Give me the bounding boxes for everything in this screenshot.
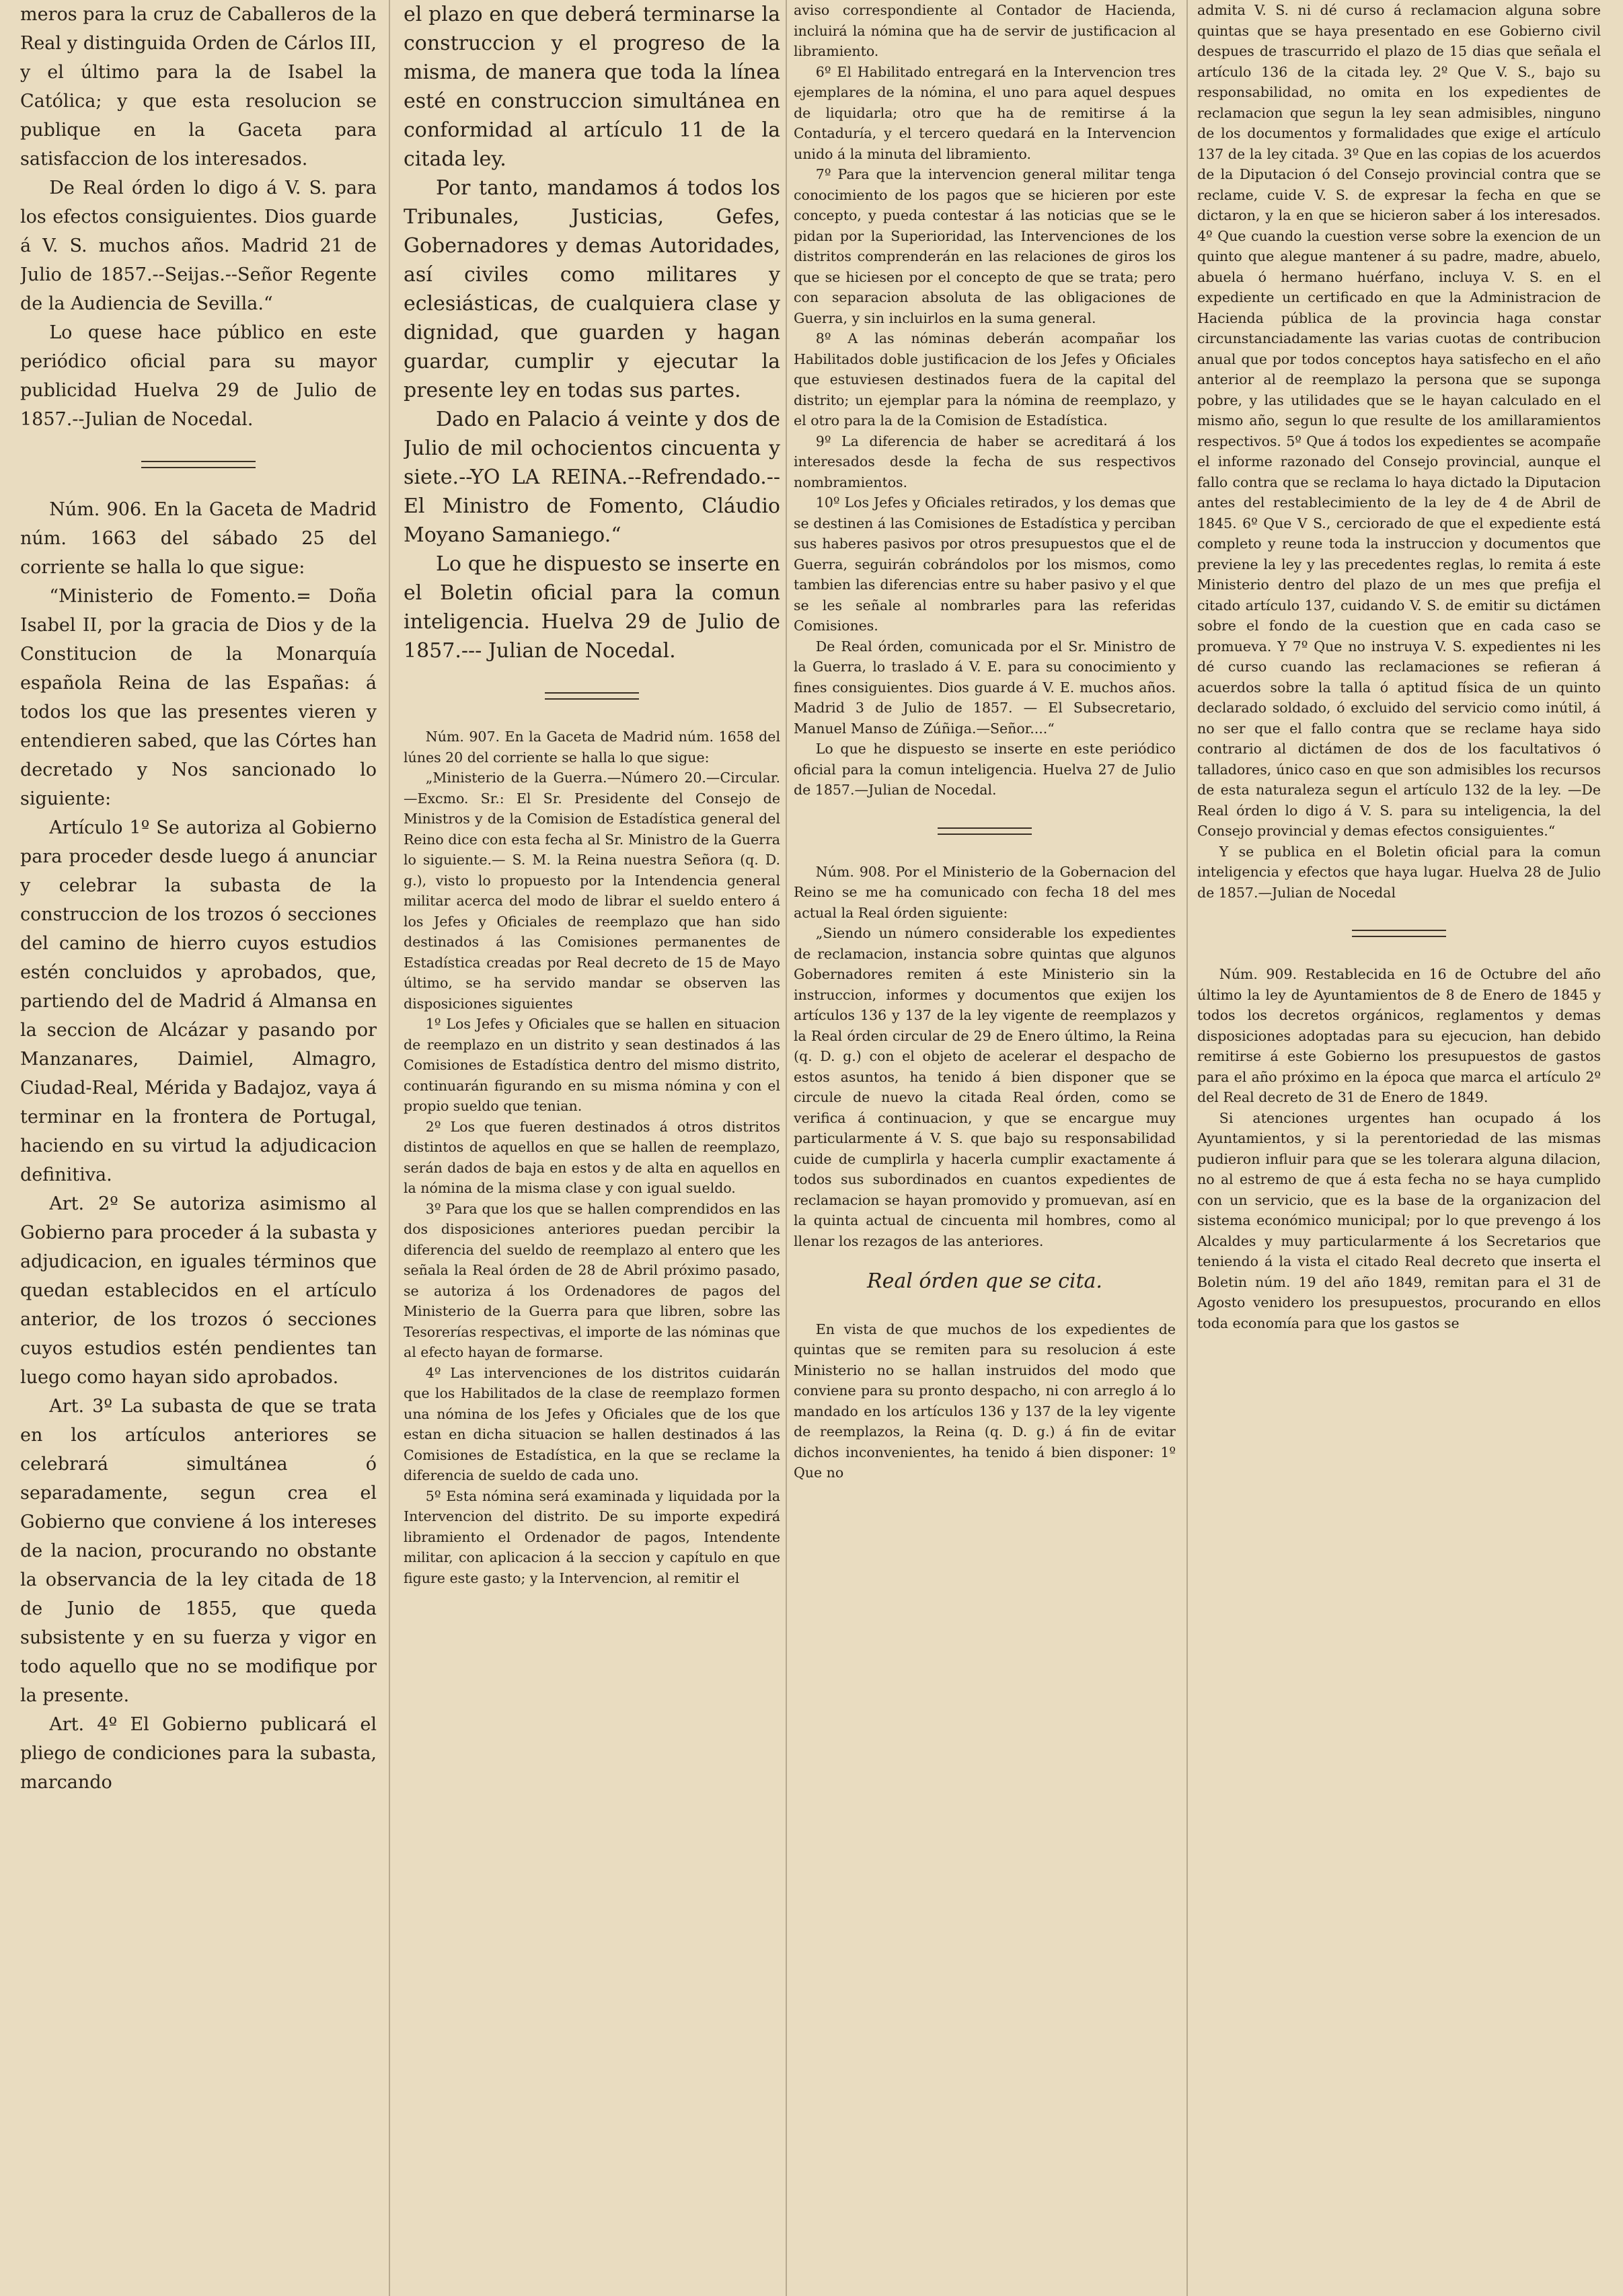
section-separator (545, 692, 639, 700)
paragraph: 8º A las nóminas deberán acompañar los Habilitados doble justificacion de los Jefes y Oficiales que estuviesen destinados fuera de la capital del distrito; un ejemplar para la nómina de reemplazo, y el otro para la de la Comision de Estadística. (794, 330, 1176, 429)
paragraph: De Real órden, comunicada por el Sr. Ministro de la Guerra, lo traslado á V. E. para su conocimiento y fines consiguientes. Dios guarde á V. E. muchos años. Madrid 3 de Julio de 1857. — El Subsecretario, Manuel Manso de Zúñiga.—Señor....“ (794, 638, 1176, 737)
notice-header: Núm. 908. Por el Ministerio de la Gobernacion del Reino se me ha comunicado con fecha 18 del mes actual la Real órden siguiente: (794, 863, 1176, 921)
column-2 (404, 0, 780, 2296)
paragraph: „Ministerio de la Guerra.—Número 20.—Circular.—Excmo. Sr.: El Sr. Presidente del Consejo de Ministros y de la Comision de Estadística general del Reino dice con esta fecha al Sr. Ministro de la Guerra lo siguiente.— S. M. la Reina nuestra Señora (q. D. g.), visto lo propuesto por la Intendencia general militar acerca del modo de librar el sueldo entero á los Jefes y Oficiales de reemplazo que han sido destinados á las Comisiones permanentes de Estadística creadas por Real decreto de 15 de Mayo último, se ha servido mandar se observen las disposiciones siguientes (404, 770, 780, 1012)
paragraph: „Siendo un número considerable los expedientes de reclamacion, instancia sobre quintas que algunos Gobernadores remiten á este Ministerio sin la instruccion, informes y documentos que exijen los artículos 136 y 137 de la ley vigente de reemplazos y la Real órden circular de 29 de Enero último, la Reina (q. D. g.) con el objeto de acelerar el despacho de estos asuntos, ha tenido á bien disponer que se circule de nuevo la citada Real órden, como se verifica á continuacion, y que se encargue muy particularmente á V. S. que bajo su responsabilidad cuide de cumplirla y hacerla cumplir exactamente á todos sus subordinados en cuantos expedientes de reclamacion se hayan promovido y promuevan, así en la quinta actual de cincuenta mil hombres, como al llenar los rezagos de las anteriores. (794, 925, 1176, 1249)
paragraph: Dado en Palacio á veinte y dos de Julio de mil ochocientos cincuenta y siete.--YO LA REINA.--Refrendado.--El Ministro de Fomento, Cláudio Moyano Samaniego.“ (404, 408, 780, 547)
paragraph: “Ministerio de Fomento.= Doña Isabel II, por la gracia de Dios y de la Constitucion de la Monarquía española Reina de las Españas: á todos los que las presentes vieren y entendieren sabed, que las Córtes han decretado y Nos sancionado lo siguiente: (20, 586, 377, 809)
section-separator (1352, 930, 1446, 937)
paragraph: De Real órden lo digo á V. S. para los efectos consiguientes. Dios guarde á V. S. muchos años. Madrid 21 de Julio de 1857.--Seijas.--Señor Regente de la Audiencia de Sevilla.“ (20, 178, 377, 314)
notice-header: Núm. 906. En la Gaceta de Madrid núm. 1663 del sábado 25 del corriente se halla lo que sigue: (20, 499, 377, 578)
paragraph: Si atenciones urgentes han ocupado á los Ayuntamientos, y si la perentoriedad de las mismas pudieron influir para que se les tolerara alguna dilacion, no al estremo de que á esta fecha no se haya cumplido con un servicio, que es la base de la organizacion del sistema económico municipal; por lo que prevengo á los Alcaldes y muy particularmente á los Secretarios que teniendo á la vista el citado Real decreto que inserta el Boletin núm. 19 del año 1849, remitan para el 31 de Agosto venidero los presupuestos, procurando en ellos toda economía para que los gastos se (1197, 1109, 1601, 1331)
section-separator (938, 827, 1032, 835)
notice-header: Núm. 907. En la Gaceta de Madrid núm. 1658 del lúnes 20 del corriente se halla lo que sigue: (404, 729, 780, 766)
column-3 (794, 0, 1176, 2296)
column-rule (786, 0, 787, 2296)
paragraph: 9º La diferencia de haber se acreditará á los interesados desde la fecha de sus respectivos nombramientos. (794, 433, 1176, 490)
article-paragraph: Art. 3º La subasta de que se trata en los artículos anteriores se celebrará simultánea ó separadamente, segun crea el Gobierno que conviene á los intereses de la nacion, procurando no obstante la observancia de la ley citada de 18 de Junio de 1855, que queda subsistente y en su fuerza y vigor en todo aquello que no se modifique por la presente. (20, 1396, 377, 1706)
paragraph: admita V. S. ni dé curso á reclamacion alguna sobre quintas que se haya presentado en ese Gobierno civil despues de trascurrido el plazo de 15 dias que señala el artículo 136 de la citada ley. 2º Que V. S., bajo su responsabilidad, no omita en los expedientes de reclamacion que segun la ley sean admisibles, ninguno de los documentos y formalidades que exige el artículo 137 de la ley citada. 3º Que en las copias de los acuerdos de la Diputacion ó del Consejo provincial contra que se reclame, cuide V. S. de expresar la fecha en que se dictaron, y la en que se hicieron saber á los interesados. 4º Que cuando la cuestion verse sobre la exencion de un quinto que alegue mantener á su padre, madre, abuelo, abuela ó hermano huérfano, incluya V. S. en el expediente un certificado en que la Administracion de Hacienda pública de la provincia haga constar circunstanciadamente las varias cuotas de contribucion anual que por todos conceptos haya satisfecho en el año anterior al de reemplazo la persona que se suponga pobre, y las utilidades que se le hayan calculado en el mismo año, segun lo que resulte de los amillaramientos respectivos. 5º Que á todos los expedientes se acompañe el informe razonado del Consejo provincial, aunque el fallo contra que se reclama lo haya dictado la Diputacion antes del restablecimiento de la ley de 4 de Abril de 1845. 6º Que V S., cerciorado de que el expediente está completo y reune toda la instruccion y documentos que previene la ley y las precedentes reglas, lo remita á este Ministerio dentro del plazo de un mes que prefija el citado artículo 137, cuidando V. S. de emitir su dictámen sobre el fondo de la cuestion que en cada caso se promueva. Y 7º Que no instruya V. S. expedientes ni les dé curso cuando las reclamaciones se refieran á acuerdos sobre la talla ó aptitud física de un quinto declarado soldado, ó excluido del servicio como inútil, á no ser que el fallo contra que se reclame haya sido contrario al dictámen de dos de los facultativos ó talladores, único caso en que son admisibles los recursos de esta naturaleza segun el artículo 132 de la ley. —De Real órden lo digo á V. S. para su inteligencia, la del Consejo provincial y demas efectos consiguientes.“ (1197, 2, 1601, 839)
article-paragraph: Art. 2º Se autoriza asimismo al Gobierno para proceder á la subasta y adjudicacion, en iguales términos que quedan establecidos en el artículo anterior, de los trozos ó secciones cuyos estudios estén pendientes tan luego como hayan sido aprobados. (20, 1193, 377, 1388)
notice-header: Núm. 909. Restablecida en 16 de Octubre del año último la ley de Ayuntamientos de 8 de Enero de 1845 y todos los decretos orgánicos, reglamentos y demas disposiciones adoptadas para su ejecucion, han debido remitirse á este Gobierno los presupuestos de gastos para el año próximo en la época que marca el artículo 2º del Real decreto de 31 de Enero de 1849. (1197, 966, 1601, 1105)
paragraph: Y se publica en el Boletin oficial para la comun inteligencia y efectos que haya lugar. Huelva 28 de Julio de 1857.—Julian de Nocedal (1197, 843, 1601, 901)
paragraph: 2º Los que fueren destinados á otros distritos distintos de aquellos en que se hallen de reemplazo, serán dados de baja en estos y de alta en aquellos en la nómina de la misma clase y con igual sueldo. (404, 1118, 780, 1196)
section-separator (141, 461, 256, 468)
paragraph: 4º Las intervenciones de los distritos cuidarán que los Habilitados de la clase de reemplazo formen una nómina de los Jefes y Oficiales que de los que estan en dicha situacion se hallen destinados á las Comisiones de Estadística, en la que se reclame la diferencia de sueldo de cada uno. (404, 1364, 780, 1483)
paragraph: 10º Los Jefes y Oficiales retirados, y los demas que se destinen á las Comisiones de Estadística y perciban sus haberes pasivos por otros presupuestos que el de Guerra, seguirán cobrándolos por los mismos, como tambien las diferencias entre su haber pasivo y el que se les señale al nombrarles para las referidas Comisiones. (794, 494, 1176, 634)
paragraph: 6º El Habilitado entregará en la Intervencion tres ejemplares de la nómina, el uno para aquel despues de liquidarla; otro que ha de remitirse á la Contaduría, y el tercero quedará en la Intervencion unido á la minuta del libramiento. (794, 63, 1176, 162)
paragraph: Lo que he dispuesto se inserte en este periódico oficial para la comun inteligencia. Huelva 27 de Julio de 1857.—Julian de Nocedal. (794, 741, 1176, 798)
paragraph: 7º Para que la intervencion general militar tenga conocimiento de los pagos que se hicieren por este concepto, y pueda contestar á las noticias que se le pidan por la Superioridad, las Intervenciones de los distritos comprenderán en las relaciones de giros los que se hiciesen por el concepto de que se trata; pero con separacion absoluta de las obligaciones de Guerra, y sin incluirlos en la suma general. (794, 166, 1176, 326)
small-print-block (404, 727, 780, 1588)
paragraph: Lo quese hace público en este periódico oficial para su mayor publicidad Huelva 29 de Julio de 1857.--Julian de Nocedal. (20, 322, 377, 430)
column-rule (1186, 0, 1188, 2296)
paragraph: 5º Esta nómina será examinada y liquidada por la Intervencion del distrito. De su importe expedirá libramiento el Ordenador de pagos, Intendente militar, con aplicacion á la seccion y capítulo en que figure este gasto; y la Intervencion, al remitir el (404, 1487, 780, 1586)
paragraph: meros para la cruz de Caballeros de la Real y distinguida Orden de Cárlos III, y el último para la de Isabel la Católica; y que esta resolucion se publique en la Gaceta para satisfaccion de los interesados. (20, 4, 377, 170)
paragraph: En vista de que muchos de los expedientes de quintas que se remiten para su resolucion á este Ministerio no se hallan instruidos del modo que conviene para su pronto despacho, ni con arreglo á lo mandado en los artículos 136 y 137 de la ley vigente de reemplazos, la Reina (q. D. g.) á fin de evitar dichos inconvenientes, ha tenido á bien disponer: 1º Que no (794, 1321, 1176, 1481)
paragraph: aviso correspondiente al Contador de Hacienda, incluirá la nómina que ha de servir de justificacion al libramiento. (794, 2, 1176, 59)
column-rule (389, 0, 390, 2296)
article-paragraph: Artículo 1º Se autoriza al Gobierno para proceder desde luego á anunciar y celebrar la subasta de la construccion de los trozos ó secciones del camino de hierro cuyos estudios estén concluidos y aprobados, que, partiendo del de Madrid á Almansa en la seccion de Alcázar y pasando por Manzanares, Daimiel, Almagro, Ciudad-Real, Mérida y Badajoz, vaya á terminar en la frontera de Portugal, haciendo en su virtud la adjudicacion definitiva. (20, 817, 377, 1185)
section-heading: Real órden que se cita. (867, 1269, 1102, 1293)
paragraph: Lo que he dispuesto se inserte en el Boletin oficial para la comun inteligencia. Huelva 29 de Julio de 1857.--- Julian de Nocedal. (404, 552, 780, 663)
paragraph: 1º Los Jefes y Oficiales que se hallen en situacion de reemplazo en un distrito y sean destinados á las Comisiones de Estadística dentro del mismo distrito, continuarán figurando en su misma nómina y con el propio sueldo que tenian. (404, 1016, 780, 1114)
paragraph: el plazo en que deberá terminarse la construccion y el progreso de la misma, de manera que toda la línea esté en construccion simultánea en conformidad al artículo 11 de la citada ley. (404, 3, 780, 171)
paragraph: 3º Para que los que se hallen comprendidos en las dos disposiciones anteriores puedan percibir la diferencia del sueldo de reemplazo al entero que les señala la Real órden de 28 de Abril próximo pasado, se autoriza á los Ordenadores de pagos del Ministerio de la Guerra para que libren, sobre las Tesorerías respectivas, el importe de las nóminas que al efecto hayan de formarse. (404, 1200, 780, 1360)
paragraph: Por tanto, mandamos á todos los Tribunales, Justicias, Gefes, Gobernadores y demas Autoridades, así civiles como militares y eclesiásticas, de cualquiera clase y dignidad, que guarden y hagan guardar, cumplir y ejecutar la presente ley en todas sus partes. (404, 176, 780, 402)
column-1 (20, 0, 377, 2296)
column-4 (1197, 0, 1601, 2296)
article-paragraph: Art. 4º El Gobierno publicará el pliego de condiciones para la subasta, marcando (20, 1714, 377, 1793)
